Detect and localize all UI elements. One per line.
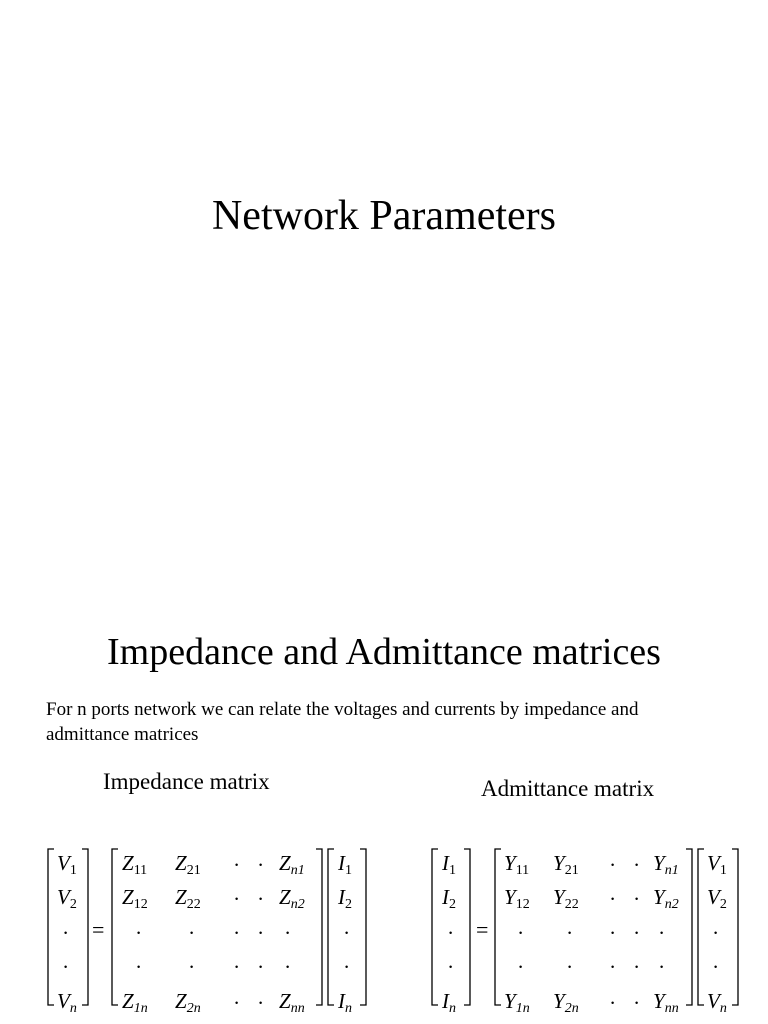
impedance-matrix-entry: . xyxy=(189,915,195,939)
impedance-matrix-entry: . xyxy=(234,985,240,1009)
admittance-matrix-entry: $Y_{nn}$ xyxy=(653,989,679,1016)
impedance-rhs-vector-right-bracket xyxy=(360,849,366,1005)
admittance-lhs-vector-entry: $I_n$ xyxy=(442,989,456,1016)
impedance-lhs-vector-entry: $V_n$ xyxy=(57,989,77,1016)
admittance-matrix-entry: . xyxy=(634,847,640,871)
impedance-lhs-vector-entry: $V_1$ xyxy=(57,851,77,878)
admittance-lhs-vector-entry: $I_2$ xyxy=(442,885,456,912)
admittance-rhs-vector-entry: $V_1$ xyxy=(707,851,727,878)
slide-title: Network Parameters xyxy=(211,193,557,239)
impedance-matrix-entry: . xyxy=(258,881,264,905)
admittance-matrix-entry: $Y_{n1}$ xyxy=(653,851,679,878)
admittance-matrix-entry: . xyxy=(634,985,640,1009)
admittance-matrix-entry: $Y_{11}$ xyxy=(504,851,530,878)
impedance-matrix-entry: $Z_{11}$ xyxy=(122,851,148,878)
admittance-matrix-entry: . xyxy=(610,985,616,1009)
impedance-lhs-vector-left-bracket xyxy=(48,849,54,1005)
impedance-matrix-entry: $Z_{1n}$ xyxy=(122,989,148,1016)
admittance-matrix-entry: $Y_{2n}$ xyxy=(553,989,579,1016)
impedance-rhs-vector-entry: $I_n$ xyxy=(338,989,352,1016)
impedance-lhs-vector-right-bracket xyxy=(82,849,88,1005)
admittance-matrix-entry: . xyxy=(659,915,665,939)
impedance-rhs-vector-entry: $I_1$ xyxy=(338,851,352,878)
impedance-matrix-entry: . xyxy=(258,985,264,1009)
impedance-matrix-entry: $Z_{n2}$ xyxy=(279,885,305,912)
admittance-matrix-entry: . xyxy=(634,881,640,905)
admittance-matrix-entry: . xyxy=(610,949,616,973)
impedance-matrix-entry: . xyxy=(285,949,291,973)
admittance-matrix-entry: . xyxy=(610,847,616,871)
impedance-matrix-entry: . xyxy=(136,915,142,939)
admittance-rhs-vector-entry: $V_n$ xyxy=(707,989,727,1016)
impedance-matrix-entry: . xyxy=(258,915,264,939)
impedance-matrix-entry: . xyxy=(258,847,264,871)
impedance-matrix-right-bracket xyxy=(316,849,322,1005)
admittance-rhs-vector-entry: . xyxy=(713,915,719,939)
admittance-rhs-vector-entry: . xyxy=(713,949,719,973)
impedance-matrix-entry: $Z_{2n}$ xyxy=(175,989,201,1016)
impedance-rhs-vector-entry: $I_2$ xyxy=(338,885,352,912)
admittance-rhs-vector-entry: $V_2$ xyxy=(707,885,727,912)
admittance-matrix-entry: . xyxy=(518,949,524,973)
admittance-matrix-entry: $Y_{n2}$ xyxy=(653,885,679,912)
admittance-rhs-vector-right-bracket xyxy=(732,849,738,1005)
equals-sign: = xyxy=(92,917,105,942)
impedance-matrix-entry: . xyxy=(234,881,240,905)
impedance-matrix-entry: . xyxy=(234,915,240,939)
admittance-matrix-entry: . xyxy=(610,915,616,939)
admittance-matrix-right-bracket xyxy=(686,849,692,1005)
section-title: Impedance and Admittance matrices xyxy=(107,631,661,673)
admittance-matrix-entry: $Y_{1n}$ xyxy=(504,989,530,1016)
impedance-matrix-label: Impedance matrix xyxy=(103,769,270,794)
admittance-matrix-entry: . xyxy=(659,949,665,973)
admittance-matrix-entry: $Y_{22}$ xyxy=(553,885,579,912)
impedance-rhs-vector-entry: . xyxy=(344,949,350,973)
admittance-matrix-entry: . xyxy=(518,915,524,939)
admittance-rhs-vector-left-bracket xyxy=(698,849,704,1005)
impedance-rhs-vector-entry: . xyxy=(344,915,350,939)
impedance-matrix-entry: $Z_{n1}$ xyxy=(279,851,305,878)
impedance-matrix-left-bracket xyxy=(112,849,118,1005)
impedance-matrix-entry: $Z_{12}$ xyxy=(122,885,148,912)
admittance-lhs-vector-left-bracket xyxy=(432,849,438,1005)
admittance-lhs-vector-entry: $I_1$ xyxy=(442,851,456,878)
admittance-matrix-label: Admittance matrix xyxy=(481,776,655,801)
admittance-matrix-entry: . xyxy=(567,949,573,973)
impedance-lhs-vector-entry: . xyxy=(63,949,69,973)
admittance-matrix-left-bracket xyxy=(495,849,501,1005)
impedance-rhs-vector-left-bracket xyxy=(328,849,334,1005)
impedance-matrix-entry: . xyxy=(285,915,291,939)
admittance-lhs-vector-entry: . xyxy=(448,949,454,973)
impedance-matrix-entry: $Z_{21}$ xyxy=(175,851,201,878)
impedance-matrix-entry: . xyxy=(258,949,264,973)
admittance-matrix-entry: $Y_{21}$ xyxy=(553,851,579,878)
admittance-lhs-vector-right-bracket xyxy=(464,849,470,1005)
impedance-matrix-entry: $Z_{nn}$ xyxy=(279,989,305,1016)
impedance-matrix-entry: . xyxy=(234,949,240,973)
impedance-lhs-vector-entry: . xyxy=(63,915,69,939)
equals-sign: = xyxy=(476,917,489,942)
impedance-matrix-entry: . xyxy=(189,949,195,973)
admittance-matrix-entry: . xyxy=(634,915,640,939)
admittance-matrix-entry: $Y_{12}$ xyxy=(504,885,530,912)
admittance-matrix-entry: . xyxy=(610,881,616,905)
admittance-matrix-entry: . xyxy=(634,949,640,973)
admittance-lhs-vector-entry: . xyxy=(448,915,454,939)
impedance-matrix-entry: . xyxy=(234,847,240,871)
impedance-lhs-vector-entry: $V_2$ xyxy=(57,885,77,912)
impedance-matrix-entry: . xyxy=(136,949,142,973)
admittance-matrix-entry: . xyxy=(567,915,573,939)
matrix-equations xyxy=(0,845,768,1015)
intro-text: For n ports network we can relate the voltages and currents by impedance and admittance matrices xyxy=(46,699,639,745)
impedance-matrix-entry: $Z_{22}$ xyxy=(175,885,201,912)
